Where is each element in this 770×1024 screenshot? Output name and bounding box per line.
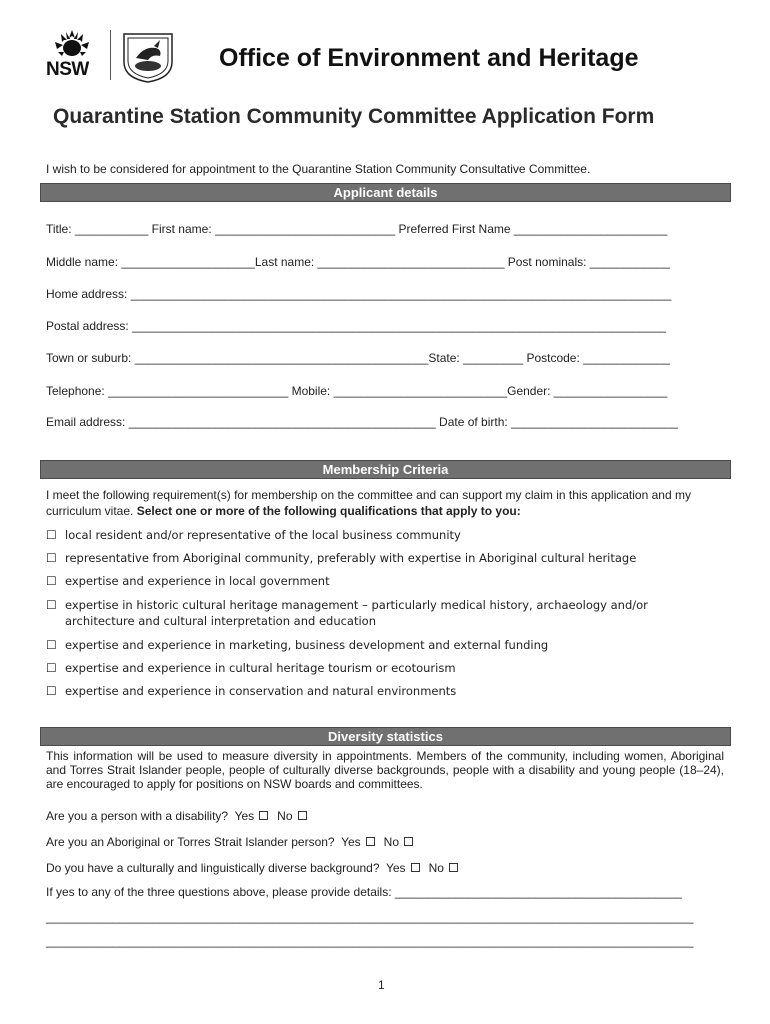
option-checkbox-3[interactable]: ☐ (46, 574, 57, 588)
organization-title: Office of Environment and Heritage (219, 44, 639, 72)
cald-yes-checkbox[interactable] (411, 863, 420, 872)
disability-question (46, 809, 309, 823)
home-address-field[interactable]: Home address: _________________________________________________________________________________ (46, 287, 672, 301)
middle-last-name-row[interactable]: Middle name: ____________________Last name: ____________________________ Post nominals: ____________ (46, 255, 670, 269)
cald-question-text: Do you have a culturally and linguistically diverse background? (46, 861, 380, 875)
form-title: Quarantine Station Community Committee Application Form (53, 105, 655, 128)
disability-no-label: No (277, 809, 293, 823)
aboriginal-no-label: No (383, 835, 399, 849)
page-number: 1 (378, 978, 385, 992)
membership-instruction: Select one or more of the following qualifications that apply to you: (136, 504, 521, 518)
disability-yes-checkbox[interactable] (259, 811, 268, 820)
disability-no-checkbox[interactable] (298, 811, 307, 820)
option-label-1: local resident and/or representative of the local business community (65, 528, 461, 542)
option-label-2: representative from Aboriginal community, preferably with expertise in Aboriginal cultural heritage (65, 551, 637, 565)
cald-question (46, 861, 460, 875)
parks-wildlife-emblem-icon (118, 28, 178, 84)
aboriginal-question-text: Are you an Aboriginal or Torres Strait Islander person? (46, 835, 335, 849)
details-line-1[interactable]: _________________________________________________________________________________________________ (46, 910, 694, 924)
disability-question-text: Are you a person with a disability? (46, 809, 229, 823)
phone-mobile-gender-row[interactable]: Telephone: ___________________________ Mobile: __________________________Gender: _________________ (46, 384, 668, 398)
option-label-5: expertise and experience in marketing, business development and external funding (65, 638, 549, 652)
details-line-2[interactable]: _________________________________________________________________________________________________ (46, 934, 694, 948)
email-dob-row[interactable]: Email address: ______________________________________________ Date of birth: _________________________ (46, 415, 678, 429)
membership-intro-text: I meet the following requirement(s) for membership on the committee and can support my claim in this application and my curriculum vitae. (46, 488, 691, 518)
aboriginal-yes-checkbox[interactable] (366, 837, 375, 846)
cald-no-checkbox[interactable] (449, 863, 458, 872)
option-checkbox-6[interactable]: ☐ (46, 661, 57, 675)
option-label-4: expertise in historic cultural heritage management – particularly medical history, archaeology and/or architecture and cultural interpretation and education (65, 598, 648, 628)
option-checkbox-2[interactable]: ☐ (46, 551, 57, 565)
logo-group (46, 26, 182, 84)
option-checkbox-7[interactable]: ☐ (46, 684, 57, 698)
option-checkbox-1[interactable]: ☐ (46, 528, 57, 542)
cald-no-label: No (428, 861, 444, 875)
aboriginal-yes-label: Yes (341, 835, 361, 849)
applicant-details-header: Applicant details (40, 183, 731, 202)
option-label-7: expertise and experience in conservation and natural environments (65, 684, 457, 698)
cald-yes-label: Yes (385, 861, 406, 875)
option-label-6: expertise and experience in cultural heritage tourism or ecotourism (65, 661, 456, 675)
option-label-3: expertise and experience in local government (65, 574, 330, 588)
disability-yes-label: Yes (234, 809, 255, 823)
diversity-statistics-header: Diversity statistics (40, 727, 731, 746)
logo-divider (110, 30, 111, 80)
diversity-intro: This information will be used to measure diversity in appointments. Members of the community, including women, Aboriginal and Torres Strait Islander people, people of culturally diverse backgrounds, people with a disability and young people (18–24), are encouraged to apply for positions on NSW boards and committees. (46, 749, 724, 791)
option-checkbox-4[interactable]: ☐ (46, 598, 57, 612)
aboriginal-question (46, 835, 415, 849)
membership-intro (46, 487, 726, 519)
details-field[interactable]: If yes to any of the three questions above, please provide details: ___________________________________________ (46, 885, 682, 899)
waratah-logo-icon (52, 28, 92, 60)
nsw-logo-text: NSW (46, 59, 89, 80)
postal-address-field[interactable]: Postal address: ________________________________________________________________________________ (46, 319, 666, 333)
aboriginal-no-checkbox[interactable] (404, 837, 413, 846)
name-fields-row[interactable]: Title: ___________ First name: ___________________________ Preferred First Name _______________________ (46, 222, 668, 236)
membership-criteria-header: Membership Criteria (40, 460, 731, 479)
intro-statement: I wish to be considered for appointment to the Quarantine Station Community Consultative Committee. (46, 162, 591, 176)
option-checkbox-5[interactable]: ☐ (46, 638, 57, 652)
town-state-postcode-row[interactable]: Town or suburb: ____________________________________________State: _________ Postcode: _____________ (46, 351, 670, 365)
